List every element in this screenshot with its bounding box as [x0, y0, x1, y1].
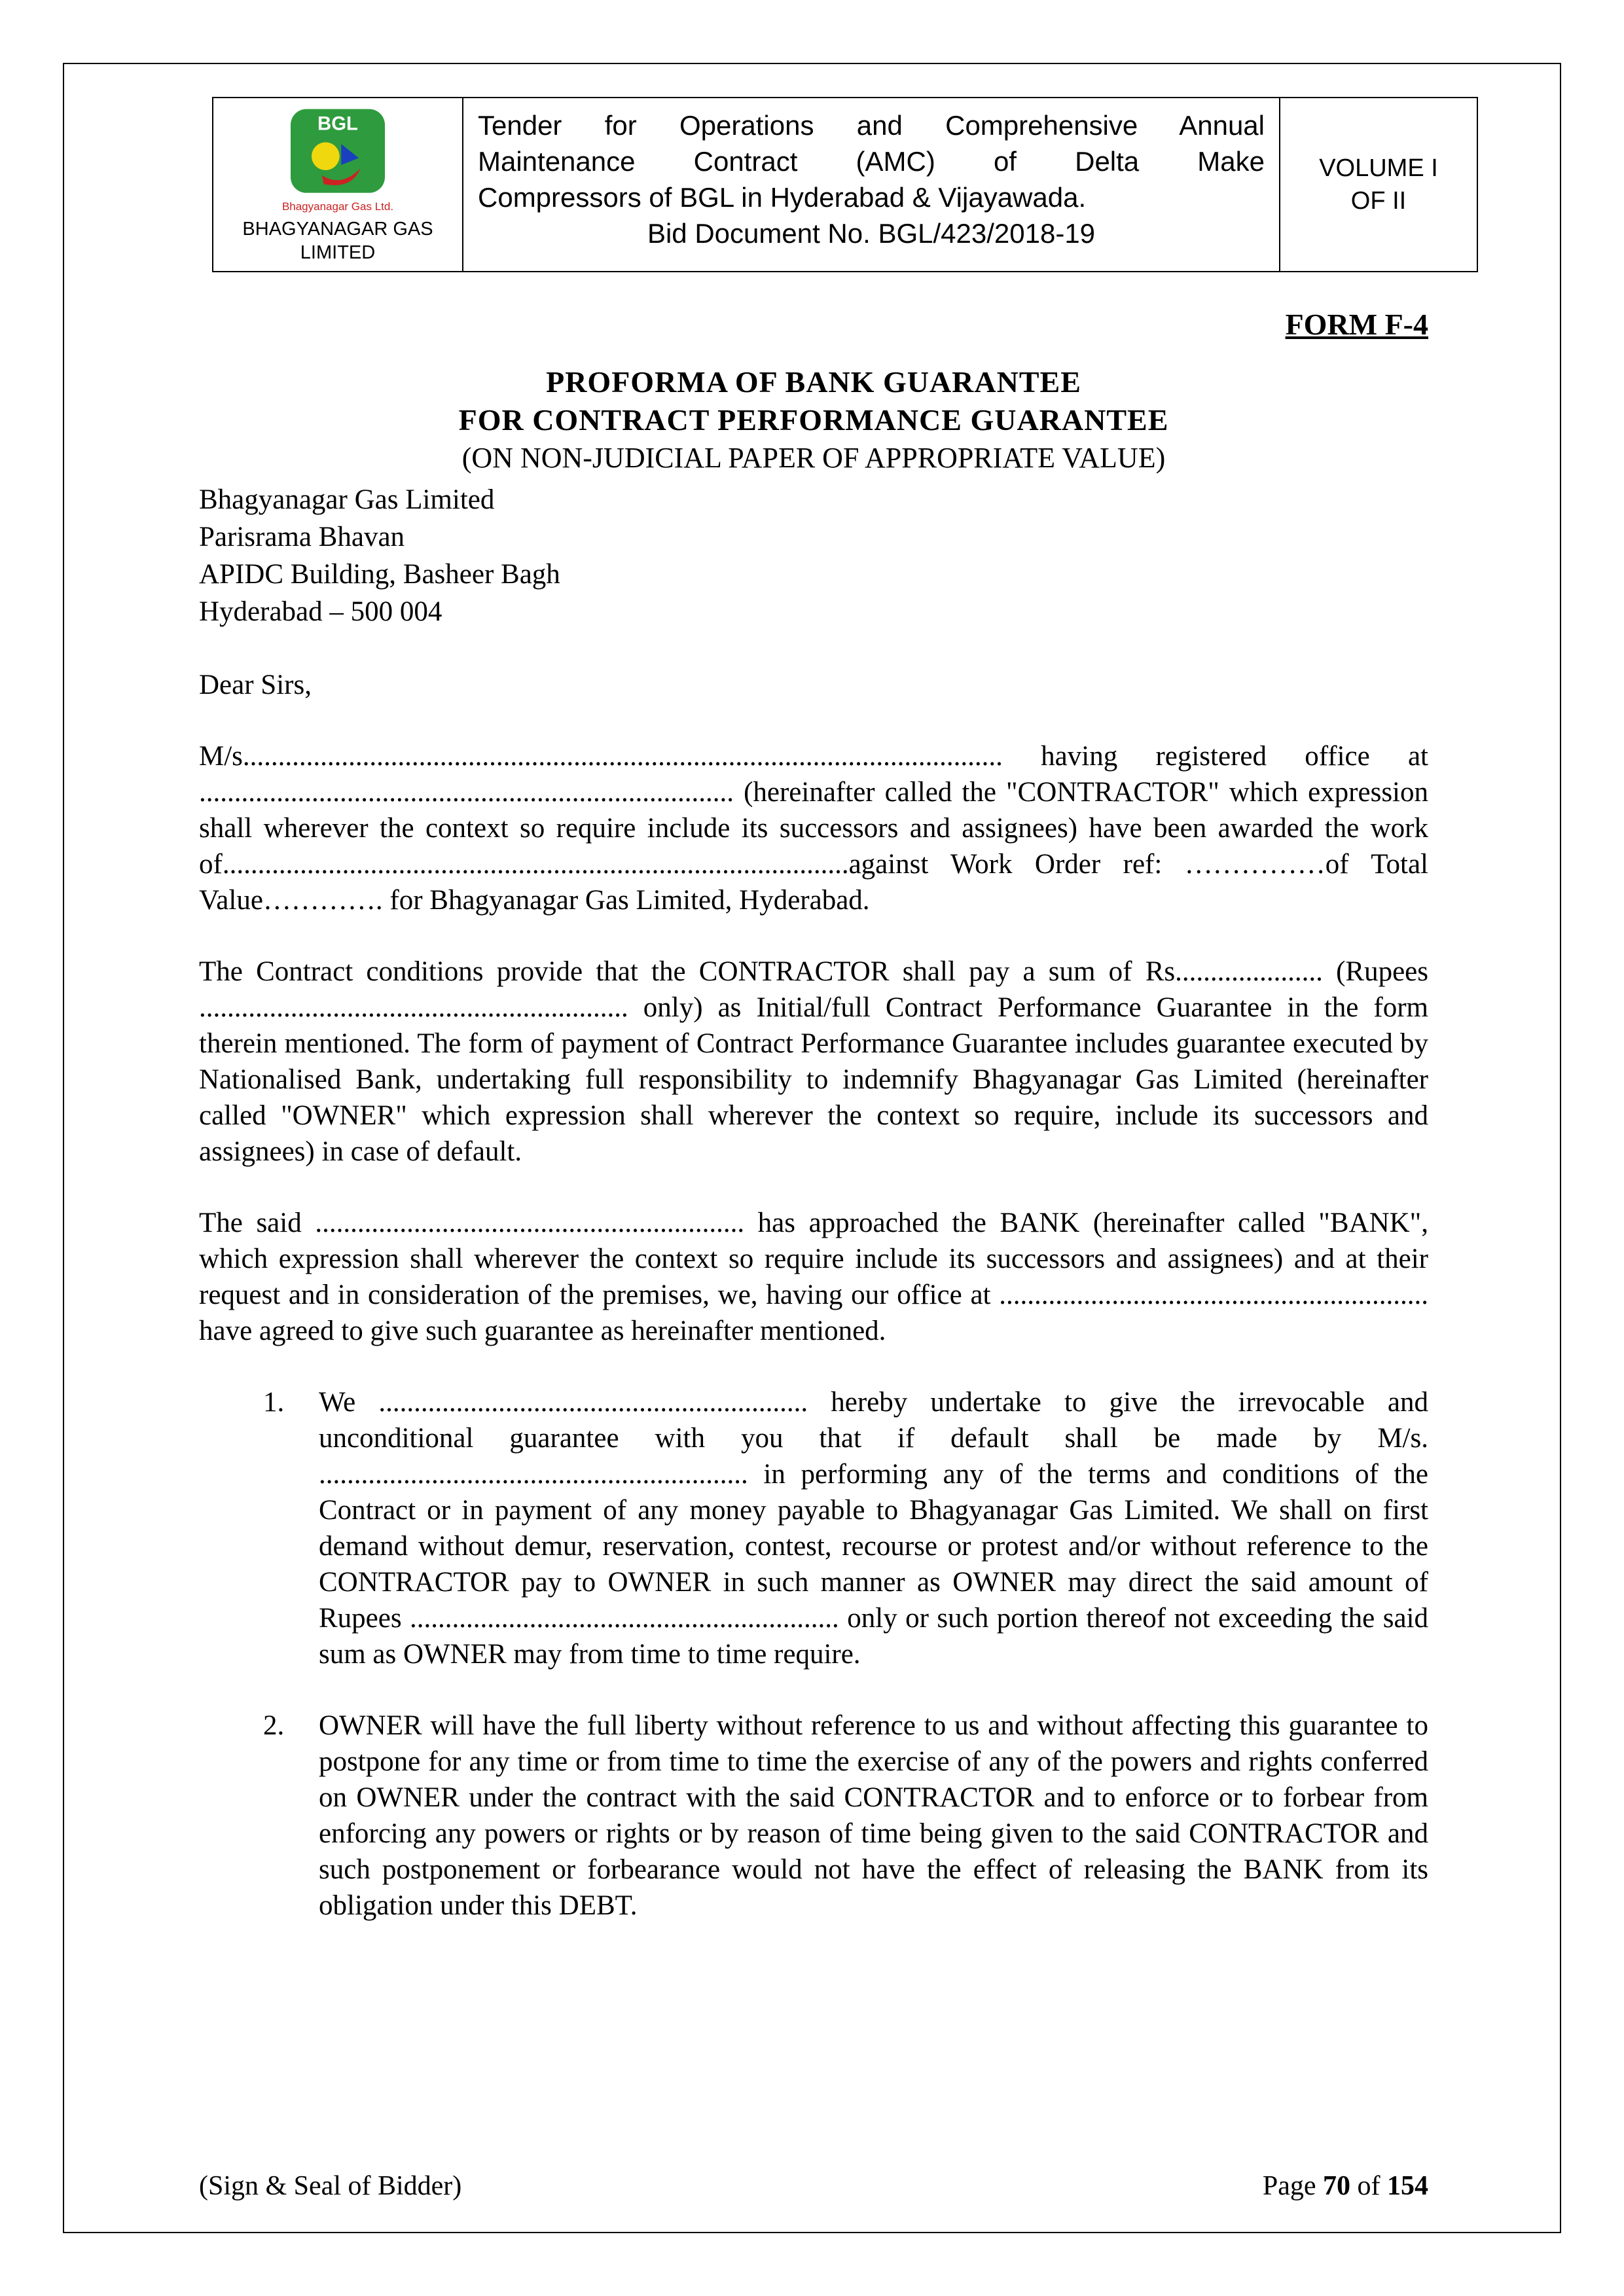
salutation: Dear Sirs, — [199, 670, 312, 700]
paragraph-contractor: M/s............................................................................................................ having registered office at ............................................................................ (hereinafter called the "CONTRACTOR" which expression shall wherever the context so require include its successors and assignees) have been awarded the work of.........................................................................................against Work Order ref: ……………of Total Value…………. for Bhagyanagar Gas Limited, Hyderabad. — [199, 741, 1428, 916]
logo-subtext: Bhagyanagar Gas Ltd. — [281, 200, 394, 213]
page-total: 154 — [1387, 2171, 1428, 2201]
logo-cell — [213, 98, 463, 271]
org-name-line1: BHAGYANAGAR GAS — [242, 219, 433, 240]
page-of-label: of — [1350, 2171, 1387, 2201]
list-item-2 — [199, 1708, 1428, 1924]
paragraph-bank-approach: The said ............................................................. has approached the BANK (hereinafter called "BANK", which expression shall wherever the context so require include its successors and assignees) and at their request and in consideration of the premises, we, having our office at ............................................................. have agreed to give such guarantee as hereinafter mentioned. — [199, 1208, 1428, 1346]
paragraph-contract-conditions: The Contract conditions provide that the CONTRACTOR shall pay a sum of Rs..................... (Rupees ............................................................. only) as Initial/full Contract Performance Guarantee in the form therein mentioned. The form of payment of Contract Performance Guarantee includes guarantee executed by Nationalised Bank, undertaking full responsibility to indemnify Bhagyanagar Gas Limited (hereinafter called "OWNER" which expression shall wherever the context so require, include its successors and assignees) in case of default. — [199, 956, 1428, 1167]
volume-line1: VOLUME I — [1319, 154, 1438, 182]
list-item-1-text: We ............................................................. hereby undertake to give the irrevocable and unconditional guarantee with you that if default shall be made by M/s. ............................................................. in performing any of the terms and conditions of the Contract or in payment of any money payable to Bhagyanagar Gas Limited. We shall on first demand without demur, reservation, contest, recourse or protest and/or without reference to the CONTRACTOR pay to OWNER in such manner as OWNER may direct the said amount of Rupees ............................................................. only or such portion thereof not exceeding the said sum as OWNER may from time to time require. — [319, 1387, 1428, 1670]
list-item-1 — [199, 1384, 1428, 1672]
page-content — [64, 64, 1560, 1924]
address-block — [199, 481, 1428, 630]
address-line3: APIDC Building, Basheer Bagh — [199, 559, 560, 590]
list-item-2-text: OWNER will have the full liberty without reference to us and without affecting this guarantee to postpone for any time or from time to time the exercise of any of the powers and rights conferred on OWNER under the contract with the said CONTRACTOR and to enforce or to forbear from enforcing any powers or rights or by reason of time being given to the said CONTRACTOR and such postponement or forbearance would not have the effect of releasing the BANK from its obligation under this DEBT. — [319, 1710, 1428, 1921]
document-headings — [199, 363, 1428, 477]
document-header — [212, 97, 1478, 272]
tender-title-cell — [463, 98, 1280, 271]
page-label: Page — [1262, 2171, 1323, 2201]
address-line1: Bhagyanagar Gas Limited — [199, 484, 495, 515]
page-border — [63, 63, 1561, 2233]
heading-line1: PROFORMA OF BANK GUARANTEE — [546, 365, 1081, 399]
heading-line2: FOR CONTRACT PERFORMANCE GUARANTEE — [458, 403, 1169, 437]
logo-monogram: BGL — [317, 113, 358, 135]
bid-document-number: Bid Document No. BGL/423/2018-19 — [647, 218, 1096, 249]
tender-title-line2: Maintenance Contract (AMC) of Delta Make — [478, 146, 1265, 177]
document-body — [199, 306, 1428, 1924]
address-line4: Hyderabad – 500 004 — [199, 596, 442, 627]
page-current: 70 — [1323, 2171, 1350, 2201]
volume-line2: OF II — [1350, 187, 1407, 215]
page-number — [1263, 2170, 1428, 2202]
bgl-logo — [285, 107, 390, 199]
volume-cell — [1280, 98, 1477, 271]
address-line2: Parisrama Bhavan — [199, 522, 405, 552]
org-name-line2: LIMITED — [300, 242, 376, 263]
sign-seal-note: (Sign & Seal of Bidder) — [199, 2171, 462, 2201]
list-marker-2: 2. — [263, 1710, 285, 1741]
tender-title-line3: Compressors of BGL in Hyderabad & Vijayawada. — [478, 182, 1087, 213]
page-footer — [199, 2170, 1428, 2202]
form-label: FORM F-4 — [1285, 308, 1428, 341]
logo-sun-icon — [312, 142, 340, 170]
org-name — [242, 217, 433, 264]
heading-line3: (ON NON-JUDICIAL PAPER OF APPROPRIATE VALUE) — [461, 442, 1166, 474]
list-marker-1: 1. — [263, 1387, 285, 1418]
tender-title-line1: Tender for Operations and Comprehensive Annual — [478, 110, 1265, 141]
